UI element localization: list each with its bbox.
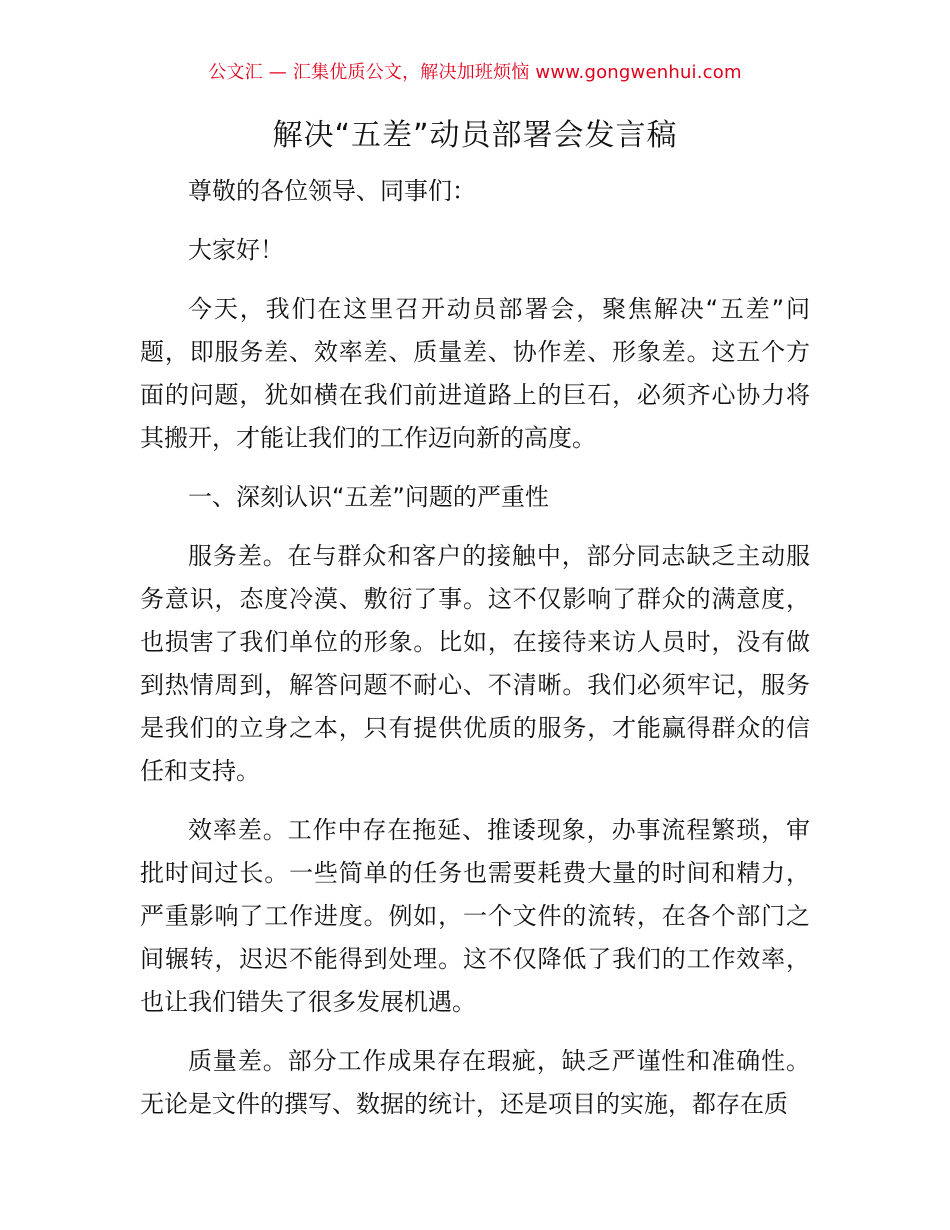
- site-banner: 公文汇 — 汇集优质公文，解决加班烦恼 www.gongwenhui.com: [208, 62, 742, 83]
- paragraph-quality: 质量差。部分工作成果存在瑕疵，缺乏严谨性和准确性。无论是文件的撰写、数据的统计，还是项目的实施，都存在质: [140, 1047, 810, 1118]
- section-heading-1: 一、深刻认识“五差”问题的严重性: [188, 483, 549, 511]
- paragraph-salutation: 尊敬的各位领导、同事们：: [188, 177, 476, 205]
- document-body: [140, 170, 810, 1142]
- paragraph-service: 服务差。在与群众和客户的接触中，部分同志缺乏主动服务意识，态度冷漠、敷衍了事。这不仅影响了群众的满意度，也损害了我们单位的形象。比如，在接待来访人员时，没有做到热情周到，解答问题不耐心、不清晰。我们必须牢记，服务是我们的立身之本，只有提供优质的服务，才能赢得群众的信任和支持。: [140, 542, 810, 785]
- document-title: 解决“五差”动员部署会发言稿: [272, 118, 678, 153]
- paragraph-efficiency: 效率差。工作中存在拖延、推诿现象，办事流程繁琐，审批时间过长。一些简单的任务也需要耗费大量的时间和精力，严重影响了工作进度。例如，一个文件的流转，在各个部门之间辗转，迟迟不能得到处理。这不仅降低了我们的工作效率，也让我们错失了很多发展机遇。: [140, 816, 810, 1016]
- paragraph-intro: 今天，我们在这里召开动员部署会，聚焦解决“五差”问题，即服务差、效率差、质量差、协作差、形象差。这五个方面的问题，犹如横在我们前进道路上的巨石，必须齐心协力将其搬开，才能让我们的工作迈向新的高度。: [140, 295, 810, 452]
- paragraph-greeting: 大家好！: [188, 236, 284, 264]
